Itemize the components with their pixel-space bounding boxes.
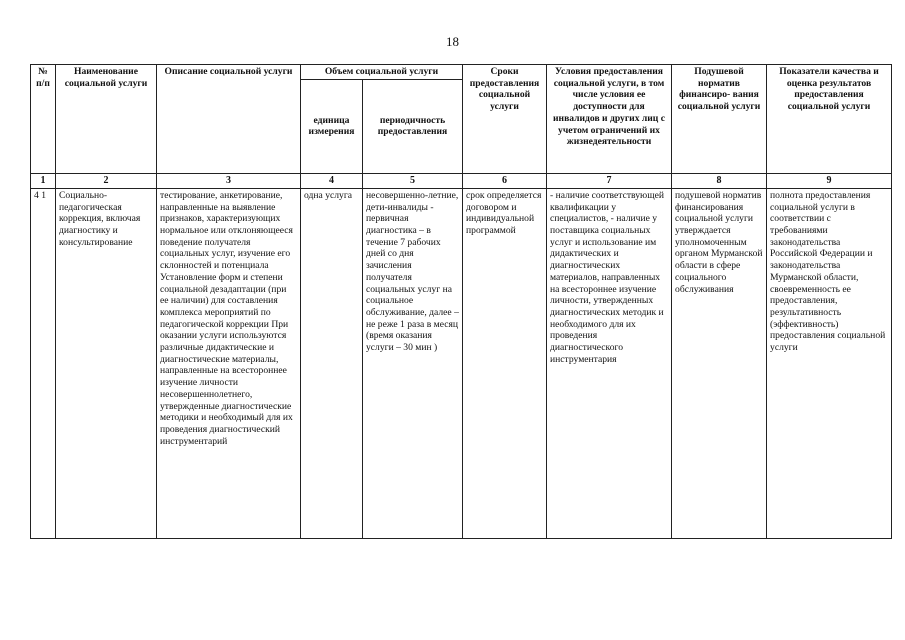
row-description: тестирование, анкетирование, направленные на выявление признаков, характеризующих нормальное или отклоняющееся поведение получателя социальных услуг, изучение его склонностей и потенциала Установление форм и степени социальной дезадаптации (при ее наличии) для составления комплекса мероприятий по педагогической коррекции При оказании услуги используются различные дидактические и диагностические материалы, направленные на всестороннее изучение личности несовершеннолетнего, утвержденные диагностические методики и необходимый для их проведения диагностический инструментарий xyxy=(157,188,301,538)
column-number: 9 xyxy=(767,173,892,188)
header-description: Описание социальной услуги xyxy=(157,65,301,174)
header-indicators: Показатели качества и оценка результатов предоставления социальной услуги xyxy=(767,65,892,174)
row-conditions: - наличие соответствующей квалификации у специалистов, - наличие у поставщика социальных услуг и использование им дидактических и диагностических материалов, направленных на всестороннее изучение личности, утвержденных диагностических методик и необходимого для их проведения диагностического инструментария xyxy=(547,188,672,538)
row-normative: подушевой норматив финансирования социальной услуги утверждается уполномоченным органом Мурманской области в сфере социального обслуживания xyxy=(672,188,767,538)
header-unit: единица измерения xyxy=(301,79,363,173)
social-services-table xyxy=(30,64,892,539)
column-number: 4 xyxy=(301,173,363,188)
column-number: 7 xyxy=(547,173,672,188)
row-terms: срок определяется договором и индивидуальной программой xyxy=(463,188,547,538)
header-num: № п/п xyxy=(31,65,56,174)
column-number: 5 xyxy=(363,173,463,188)
column-number: 8 xyxy=(672,173,767,188)
header-name: Наименование социальной услуги xyxy=(56,65,157,174)
row-unit: одна услуга xyxy=(301,188,363,538)
row-frequency: несовершенно-летние, дети-инвалиды - первичная диагностика – в течение 7 рабочих дней со дня зачисления получателя социальных услуг на социальное обслуживание, далее – не реже 1 раза в месяц (время оказания услуги – 30 мин ) xyxy=(363,188,463,538)
row-name: Социально-педагогическая коррекция, включая диагностику и консультирование xyxy=(56,188,157,538)
header-frequency: периодичность предоставления xyxy=(363,79,463,173)
column-number: 6 xyxy=(463,173,547,188)
row-indicators: полнота предоставления социальной услуги в соответствии с требованиями законодательства Российской Федерации и законодательства Мурманской области, своевременность ее предоставления, результативность (эффективность) предоставления социальной услуги xyxy=(767,188,892,538)
page-number: 18 xyxy=(446,34,459,49)
header-conditions: Условия предоставления социальной услуги, в том числе условия ее доступности для инвалидов и других лиц с учетом ограничений их жизнедеятельности xyxy=(547,65,672,174)
header-volume: Объем социальной услуги xyxy=(301,65,463,80)
table-row xyxy=(31,188,892,538)
header-normative: Подушевой норматив финансиро- вания социальной услуги xyxy=(672,65,767,174)
column-number: 2 xyxy=(56,173,157,188)
header-terms: Сроки предоставления социальной услуги xyxy=(463,65,547,174)
column-number: 1 xyxy=(31,173,56,188)
column-number: 3 xyxy=(157,173,301,188)
row-num: 4 1 xyxy=(31,188,56,538)
